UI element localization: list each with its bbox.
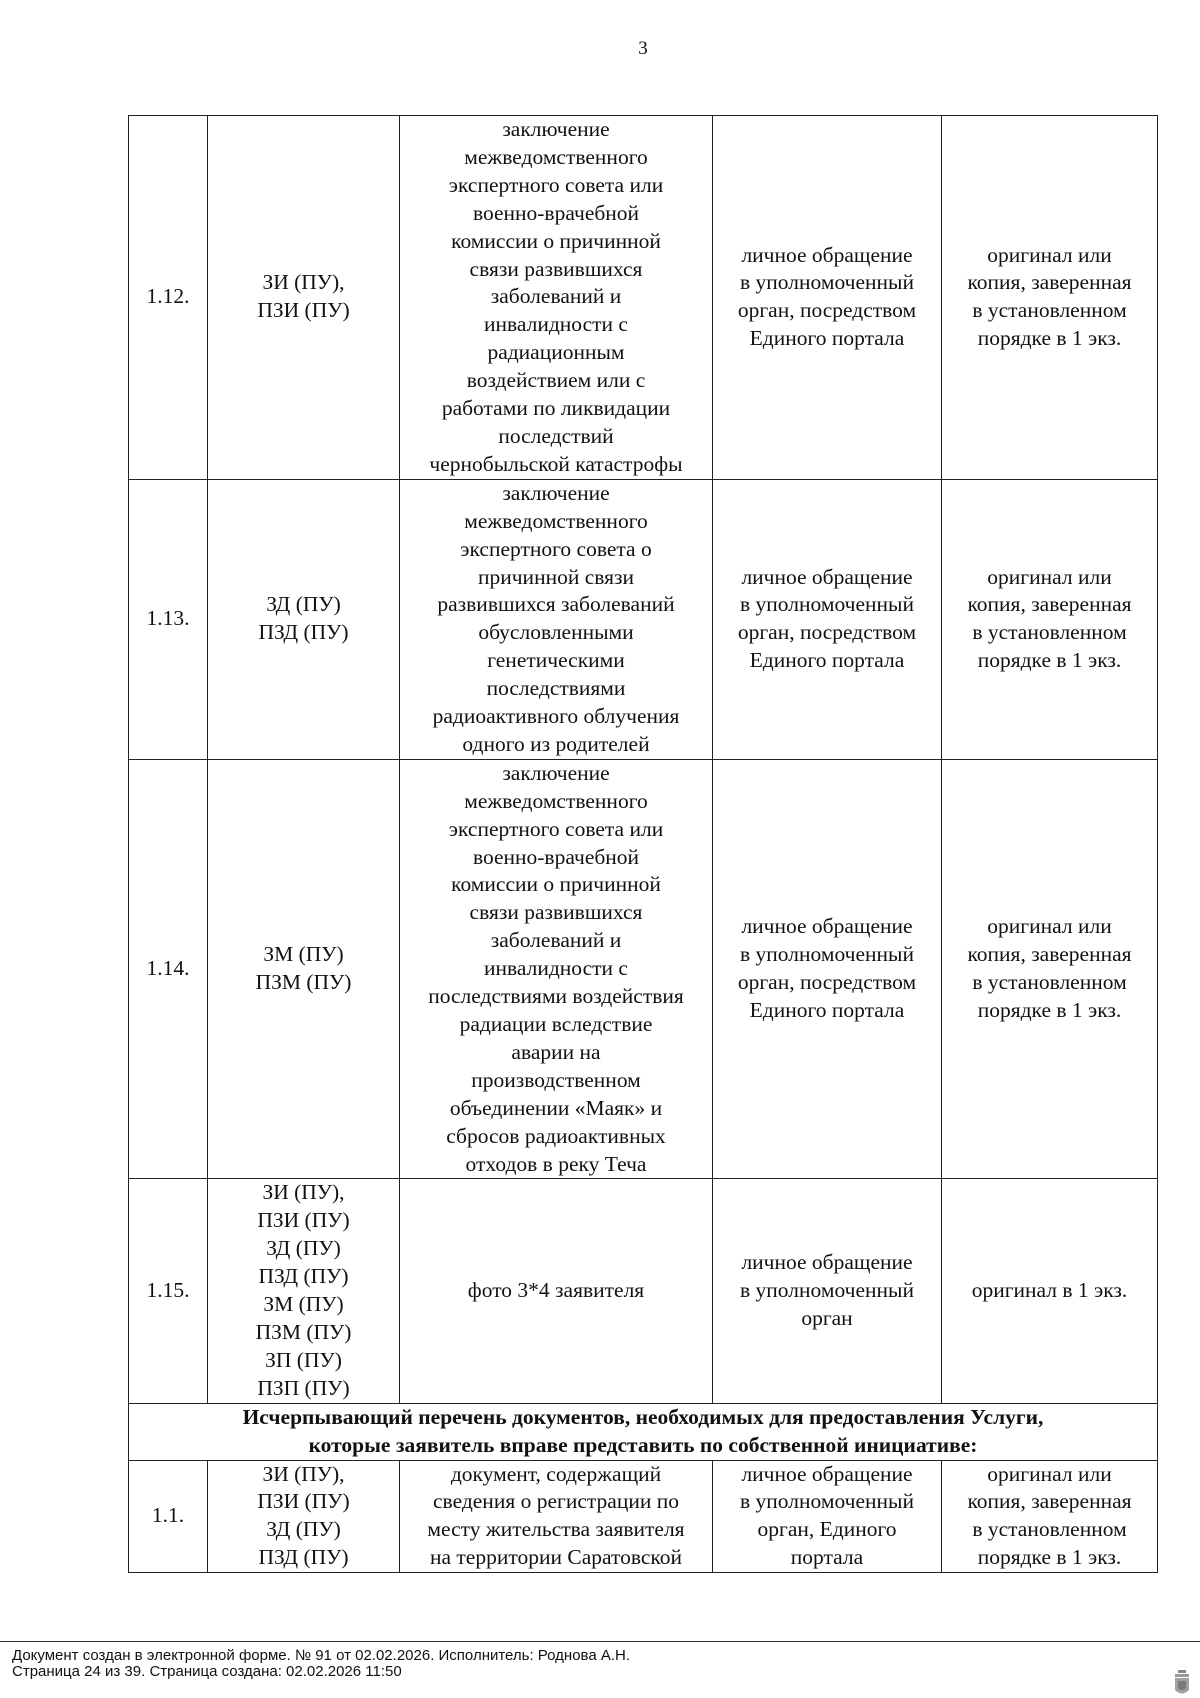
row-number: 1.1. bbox=[129, 1460, 208, 1573]
document-name: заключение межведомственного экспертного совета или военно-врачебной комиссии о причинной связи развившихся заболеваний и инвалидности с последствиями воздействия радиации вследствие аварии на производственном объединении «Маяк» и сбросов радиоактивных отходов в реку Теча bbox=[400, 759, 713, 1179]
footer-line-document: Документ создан в электронной форме. № 91 от 02.02.2026. Исполнитель: Роднова А.Н. bbox=[12, 1647, 631, 1664]
section-header-row bbox=[129, 1403, 1158, 1460]
footer-divider bbox=[0, 1641, 1200, 1642]
row-number: 1.13. bbox=[129, 479, 208, 759]
footer-line-page: Страница 24 из 39. Страница создана: 02.02.2026 11:50 bbox=[12, 1663, 402, 1680]
document-form: оригинал в 1 экз. bbox=[942, 1179, 1158, 1403]
table-row bbox=[129, 1179, 1158, 1403]
coat-of-arms-icon bbox=[1172, 1668, 1192, 1698]
applicant-codes: ЗИ (ПУ), ПЗИ (ПУ) bbox=[208, 116, 400, 480]
applicant-codes: ЗД (ПУ) ПЗД (ПУ) bbox=[208, 479, 400, 759]
submission-method: личное обращение в уполномоченный орган, посредством Единого портала bbox=[713, 479, 942, 759]
submission-method: личное обращение в уполномоченный орган bbox=[713, 1179, 942, 1403]
row-number: 1.14. bbox=[129, 759, 208, 1179]
submission-method: личное обращение в уполномоченный орган, посредством Единого портала bbox=[713, 116, 942, 480]
applicant-codes: ЗИ (ПУ), ПЗИ (ПУ) ЗД (ПУ) ПЗД (ПУ) ЗМ (ПУ) ПЗМ (ПУ) ЗП (ПУ) ПЗП (ПУ) bbox=[208, 1179, 400, 1403]
table-row bbox=[129, 479, 1158, 759]
applicant-codes: ЗИ (ПУ), ПЗИ (ПУ) ЗД (ПУ) ПЗД (ПУ) bbox=[208, 1460, 400, 1573]
document-form: оригинал или копия, заверенная в установленном порядке в 1 экз. bbox=[942, 1460, 1158, 1573]
document-name: документ, содержащий сведения о регистрации по месту жительства заявителя на территории Саратовской bbox=[400, 1460, 713, 1573]
document-form: оригинал или копия, заверенная в установленном порядке в 1 экз. bbox=[942, 759, 1158, 1179]
footer bbox=[12, 1648, 630, 1680]
row-number: 1.15. bbox=[129, 1179, 208, 1403]
document-name: фото 3*4 заявителя bbox=[400, 1179, 713, 1403]
applicant-codes: ЗМ (ПУ) ПЗМ (ПУ) bbox=[208, 759, 400, 1179]
table-row bbox=[129, 1460, 1158, 1573]
table-row bbox=[129, 116, 1158, 480]
section-title: Исчерпывающий перечень документов, необходимых для предоставления Услуги, которые заявитель вправе представить по собственной инициативе: bbox=[129, 1403, 1158, 1460]
page-number: 3 bbox=[638, 38, 648, 59]
document-name: заключение межведомственного экспертного совета о причинной связи развившихся заболеваний обусловленными генетическими последствиями радиоактивного облучения одного из родителей bbox=[400, 479, 713, 759]
documents-table bbox=[128, 115, 1158, 1573]
table-row bbox=[129, 759, 1158, 1179]
document-form: оригинал или копия, заверенная в установленном порядке в 1 экз. bbox=[942, 479, 1158, 759]
document-name: заключение межведомственного экспертного совета или военно-врачебной комиссии о причинной связи развившихся заболеваний и инвалидности с радиационным воздействием или с работами по ликвидации последствий чернобыльской катастрофы bbox=[400, 116, 713, 480]
submission-method: личное обращение в уполномоченный орган, посредством Единого портала bbox=[713, 759, 942, 1179]
submission-method: личное обращение в уполномоченный орган, Единого портала bbox=[713, 1460, 942, 1573]
row-number: 1.12. bbox=[129, 116, 208, 480]
document-form: оригинал или копия, заверенная в установленном порядке в 1 экз. bbox=[942, 116, 1158, 480]
